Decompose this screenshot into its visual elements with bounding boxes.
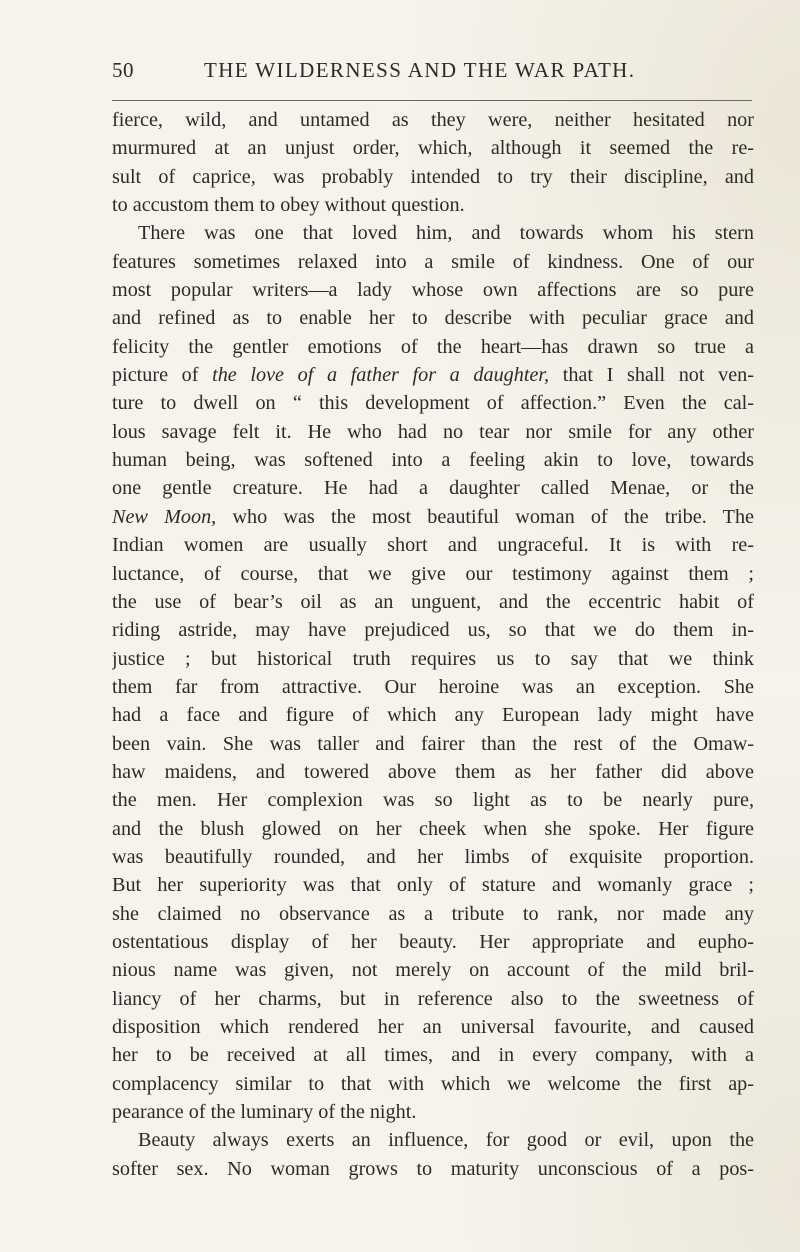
text-line: murmured at an unjust order, which, although it seemed the re-	[112, 137, 754, 160]
text-line: the use of bear’s oil as an unguent, and the eccentric habit of	[112, 590, 754, 613]
running-head: THE WILDERNESS AND THE WAR PATH.	[204, 58, 636, 82]
text-line	[112, 503, 754, 531]
text-line: riding astride, may have prejudiced us, so that we do them in-	[112, 619, 754, 642]
page-header	[112, 58, 752, 88]
text-line: had a face and figure of which any European lady might have	[112, 704, 754, 727]
text-line: liancy of her charms, but in reference also to the sweetness of	[112, 987, 754, 1010]
text-line: Beauty always exerts an influence, for good or evil, upon the	[138, 1129, 754, 1152]
text-line: complacency similar to that with which we welcome the first ap-	[112, 1072, 754, 1095]
text-line: softer sex. No woman grows to maturity unconscious of a pos-	[112, 1157, 754, 1180]
text-line: sult of caprice, was probably intended to try their discipline, and	[112, 165, 754, 188]
text-line: to accustom them to obey without question.	[112, 194, 465, 217]
text-line: features sometimes relaxed into a smile of kindness. One of our	[112, 250, 754, 273]
text-line: ture to dwell on “ this development of affection.” Even the cal-	[112, 392, 754, 415]
text-line: them far from attractive. Our heroine was an exception. She	[112, 675, 754, 698]
text-line: was beautifully rounded, and her limbs of exquisite proportion.	[112, 845, 754, 868]
text-line: been vain. She was taller and fairer than the rest of the Omaw-	[112, 732, 754, 755]
text-line: pearance of the luminary of the night.	[112, 1101, 417, 1124]
italic-name: New Moon,	[112, 505, 217, 528]
italic-title: the love of a father for a daughter,	[212, 364, 550, 387]
text-line: her to be received at all times, and in every company, with a	[112, 1044, 754, 1067]
text-line: she claimed no observance as a tribute to rank, nor made any	[112, 902, 754, 925]
text-line: felicity the gentler emotions of the heart—has drawn so true a	[112, 335, 754, 358]
text-line: luctance, of course, that we give our testimony against them ;	[112, 562, 754, 585]
text-line	[112, 361, 754, 389]
text-line: most popular writers—a lady whose own affections are so pure	[112, 279, 754, 302]
text-line: the men. Her complexion was so light as to be nearly pure,	[112, 789, 754, 812]
text-segment: who was the most beautiful woman of the tribe. The	[232, 505, 754, 528]
text-line: Indian women are usually short and ungraceful. It is with re-	[112, 534, 754, 557]
text-segment: picture of	[112, 364, 199, 387]
text-line: disposition which rendered her an universal favourite, and caused	[112, 1016, 754, 1038]
text-line: justice ; but historical truth requires us to say that we think	[112, 647, 754, 670]
text-line: one gentle creature. He had a daughter called Menae, or the	[112, 477, 754, 500]
page-number: 50	[112, 58, 134, 82]
text-line: lous savage felt it. He who had no tear nor smile for any other	[112, 420, 754, 443]
text-line: But her superiority was that only of stature and womanly grace ;	[112, 874, 754, 897]
text-segment: that I shall not ven-	[562, 364, 754, 387]
text-line: and the blush glowed on her cheek when she spoke. Her figure	[112, 817, 754, 840]
body-text	[112, 106, 754, 1183]
text-line: ostentatious display of her beauty. Her appropriate and eupho-	[112, 930, 754, 953]
text-line: nious name was given, not merely on account of the mild bril-	[112, 959, 754, 982]
text-line: and refined as to enable her to describe with peculiar grace and	[112, 307, 754, 330]
header-rule	[112, 100, 752, 101]
text-line: There was one that loved him, and towards whom his stern	[138, 222, 754, 245]
text-line: haw maidens, and towered above them as her father did above	[112, 760, 754, 783]
text-line: fierce, wild, and untamed as they were, neither hesitated nor	[112, 109, 754, 131]
text-line: human being, was softened into a feeling akin to love, towards	[112, 449, 754, 472]
